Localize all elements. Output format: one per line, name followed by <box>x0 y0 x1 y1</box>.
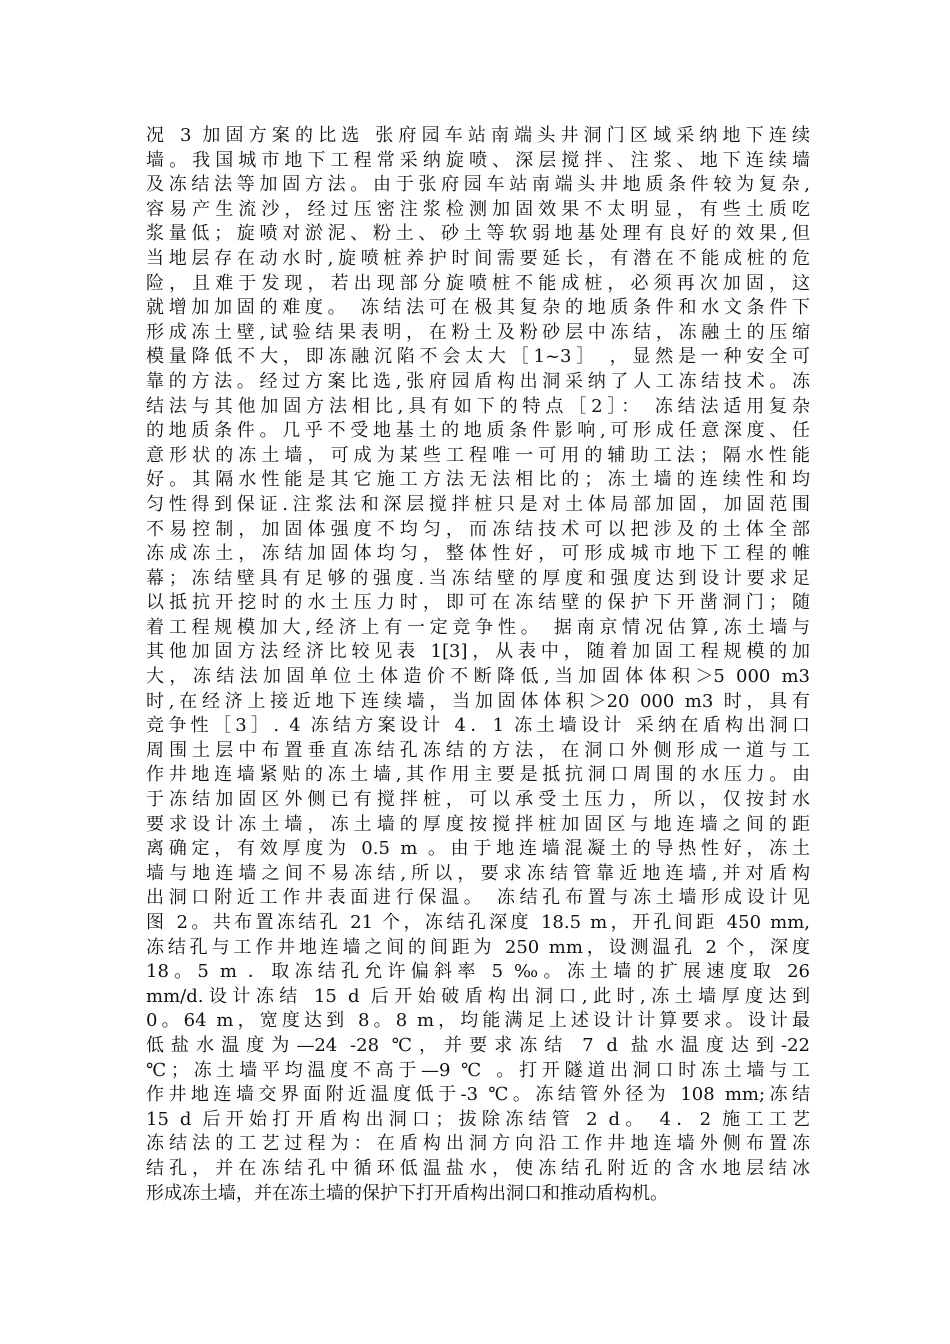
text-line: 好。其隔水性能是其它施工方法无法相比的；冻土墙的连续性和均 <box>146 469 810 491</box>
text-line: 作井地连墙交界面附近温度低于-3 ℃。冻结管外径为 108 mm;冻结 <box>146 1084 810 1106</box>
text-line: ℃；冻土墙平均温度不高于—9 ℃ 。打开隧道出洞口时冻土墙与工 <box>146 1059 810 1081</box>
text-line: 15 d 后开始打开盾构出洞口；拔除冻结管 2 d。 4．2 施工工艺 <box>146 1108 810 1130</box>
text-line: 竞争性［3］. 4 冻结方案设计 4．1 冻土墙设计 采纳在盾构出洞口 <box>146 715 810 737</box>
text-line: 离确定，有效厚度为 0.5 m 。由于地连墙混凝土的导热性好，冻土 <box>146 838 810 860</box>
text-line: 靠的方法。经过方案比选,张府园盾构出洞采纳了人工冻结技术。冻 <box>146 370 810 392</box>
text-line: 要求设计冻土墙，冻土墙的厚度按搅拌桩加固区与地连墙之间的距 <box>146 813 810 835</box>
text-line: 大，冻结法加固单位土体造价不断降低,当加固体体积＞5 000 m3 <box>146 666 810 688</box>
text-line: 以抵抗开挖时的水土压力时，即可在冻结壁的保护下开凿洞门；随 <box>146 592 810 614</box>
text-line: 墙。我国城市地下工程常采纳旋喷、深层搅拌、注浆、地下连续墙 <box>146 149 810 171</box>
text-line: 浆量低；旋喷对淤泥、粉土、砂土等软弱地基处理有良好的效果,但 <box>146 223 810 245</box>
text-line: 不易控制，加固体强度不均匀，而冻结技术可以把涉及的土体全部 <box>146 518 810 540</box>
text-line: 险，且难于发现，若出现部分旋喷桩不能成桩，必须再次加固，这 <box>146 272 810 294</box>
text-line: 结法与其他加固方法相比,具有如下的特点［2］： 冻结法适用复杂 <box>146 395 810 417</box>
text-line: 冻结孔与工作井地连墙之间的间距为 250 mm，设测温孔 2 个，深度 <box>146 936 810 958</box>
text-line: 当地层存在动水时,旋喷桩养护时间需要延长，有潜在不能成桩的危 <box>146 247 810 269</box>
text-line: 冻成冻土，冻结加固体均匀，整体性好，可形成城市地下工程的帷 <box>146 543 810 565</box>
text-line: 及冻结法等加固方法。由于张府园车站南端头井地质条件较为复杂, <box>146 174 810 196</box>
text-line: 18。5 m ．取冻结孔允许偏斜率 5 ‰。冻土墙的扩展速度取 26 <box>146 961 810 983</box>
text-line: 作井地连墙紧贴的冻土墙,其作用主要是抵抗洞口周围的水压力。由 <box>146 764 810 786</box>
text-line: 形成冻土壁,试验结果表明，在粉土及粉砂层中冻结，冻融土的压缩 <box>146 321 810 343</box>
text-line: 形成冻土墙，并在冻土墙的保护下打开盾构出洞口和推动盾构机。 <box>146 1182 668 1204</box>
body-text <box>146 124 810 1206</box>
text-line: 冻结法的工艺过程为：在盾构出洞方向沿工作井地连墙外侧布置冻 <box>146 1133 810 1155</box>
text-line: 低盐水温度为—24 -28 ℃，并要求冻结 7 d 盐水温度达到-22 <box>146 1034 810 1056</box>
text-line: 着工程规模加大,经济上有一定竞争性。 据南京情况估算,冻土墙与 <box>146 616 810 638</box>
text-line: 模量降低不大，即冻融沉陷不会太大［1~3］ ，显然是一种安全可 <box>146 346 810 368</box>
text-line: 容易产生流沙，经过压密注浆检测加固效果不太明显，有些土质吃 <box>146 198 810 220</box>
text-line: 出洞口附近工作井表面进行保温。 冻结孔布置与冻土墙形成设计见 <box>146 887 810 909</box>
text-line: 其他加固方法经济比较见表 1[3]，从表中，随着加固工程规模的加 <box>146 641 810 663</box>
text-line: 0。64 m，宽度达到 8。8 m，均能满足上述设计计算要求。设计最 <box>146 1010 810 1032</box>
text-line: 于冻结加固区外侧已有搅拌桩，可以承受土压力，所以，仅按封水 <box>146 789 810 811</box>
text-line: 的地质条件。几乎不受地基土的地质条件影响,可形成任意深度、任 <box>146 420 810 442</box>
text-line: 周围土层中布置垂直冻结孔冻结的方法，在洞口外侧形成一道与工 <box>146 739 810 761</box>
text-line: 况 3 加固方案的比选 张府园车站南端头井洞门区域采纳地下连续 <box>146 125 810 146</box>
text-line: mm/d.设计冻结 15 d 后开始破盾构出洞口,此时,冻土墙厚度达到 <box>146 985 810 1007</box>
text-line: 结孔，并在冻结孔中循环低温盐水，使冻结孔附近的含水地层结冰 <box>146 1157 810 1179</box>
text-line: 幕；冻结壁具有足够的强度.当冻结壁的厚度和强度达到设计要求足 <box>146 567 810 589</box>
text-line: 意形状的冻土墙，可成为某些工程唯一可用的辅助工法；隔水性能 <box>146 444 810 466</box>
text-line: 匀性得到保证.注浆法和深层搅拌桩只是对土体局部加固，加固范围 <box>146 493 810 515</box>
text-line: 墙与地连墙之间不易冻结,所以，要求冻结管靠近地连墙,并对盾构 <box>146 862 810 884</box>
text-line: 就增加加固的难度。 冻结法可在极其复杂的地质条件和水文条件下 <box>146 297 810 319</box>
text-line: 时,在经济上接近地下连续墙，当加固体体积＞20 000 m3 时，具有 <box>146 690 810 712</box>
text-line: 图 2。共布置冻结孔 21 个，冻结孔深度 18.5 m，开孔间距 450 mm, <box>146 912 810 933</box>
